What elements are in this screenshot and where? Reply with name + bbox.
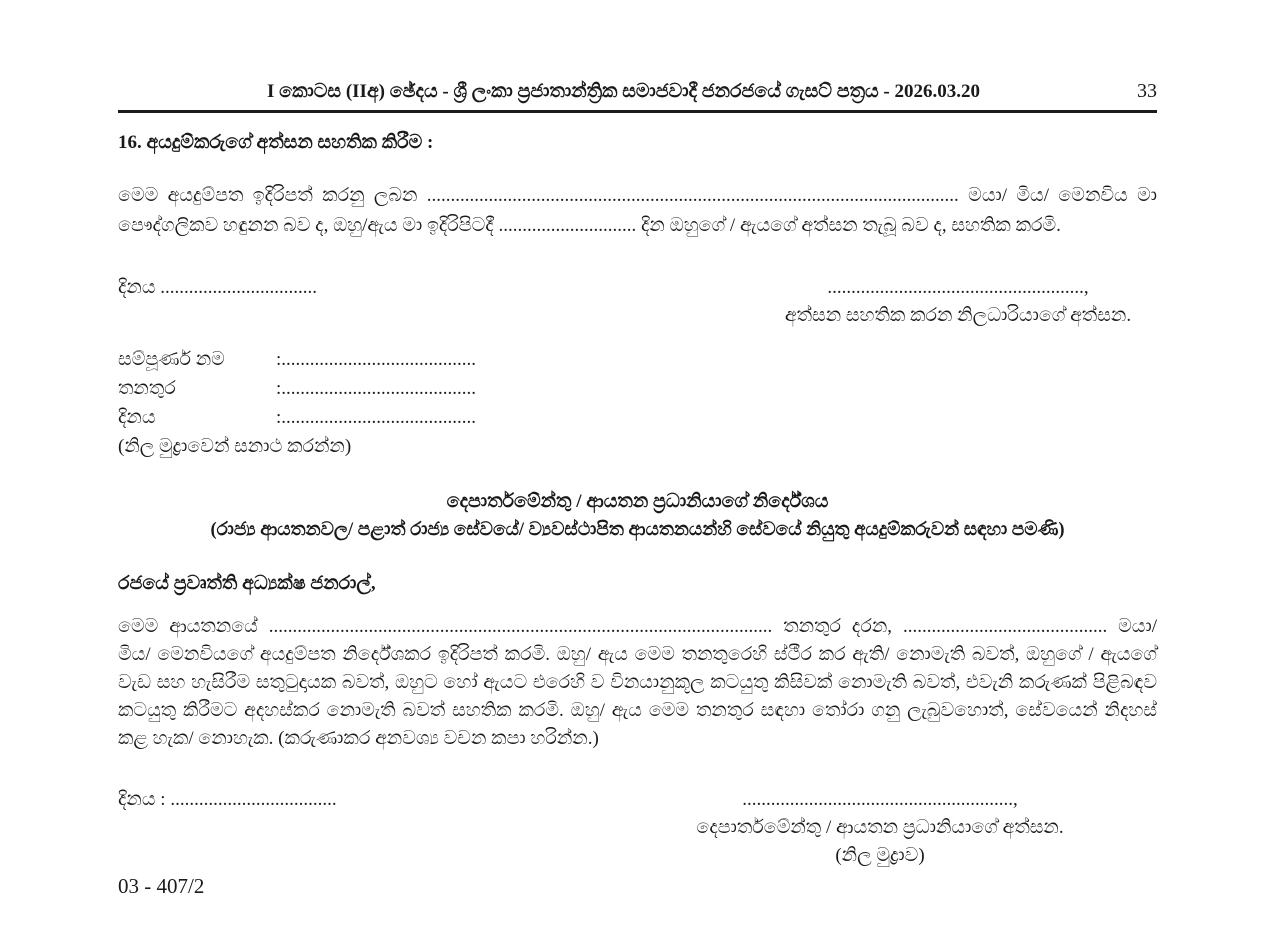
post-holder-blank: ........................................... xyxy=(902,616,1108,637)
designation-label: තනතුර xyxy=(118,378,176,399)
certification-text-1: මෙම අයදුම්පත ඉදිරිපත් කරනු ලබන xyxy=(118,185,427,206)
field-date-label: දිනය xyxy=(118,407,156,428)
date-label: දිනය xyxy=(118,277,156,298)
signature-date-blank: ............................. xyxy=(498,215,637,236)
certification-paragraph xyxy=(118,181,1157,241)
designation-blank: :......................................... xyxy=(276,378,477,399)
salutation-line: රජයේ ප්‍රවෘත්ති අධ්‍යක්ෂ ජනරාල්, xyxy=(118,573,376,594)
official-seal-note: (නිල මුද්‍රාවෙන් සනාථ කරන්න) xyxy=(118,436,352,457)
officer-signature-block xyxy=(773,274,1143,330)
certification-text-3: දින ඔහුගේ / ඇයගේ අත්සන තැබූ බව ද, සහතික කරමි. xyxy=(636,215,1061,236)
recommendation-date-line xyxy=(118,786,337,814)
recommendation-paragraph xyxy=(118,613,1157,753)
certification-sign-row xyxy=(118,274,1157,330)
officer-signature-caption: අත්සන සහතික කරන නිලධාරියාගේ අත්සන. xyxy=(784,305,1132,326)
head-signature-caption: දෙපාර්තමේන්තු / ආයතන ප්‍රධානියාගේ අත්සන. xyxy=(696,817,1064,838)
applicant-name-blank: ................................................................................................................ xyxy=(426,185,959,206)
recommendation-text-2: තනතුර දරන, xyxy=(772,616,903,637)
recommendation-text-1: මෙම ආයතනයේ xyxy=(118,616,269,637)
field-row-designation xyxy=(118,374,1157,403)
recommendation-heading: දෙපාර්තමේන්තු / ආයතන ප්‍රධානියාගේ නිර්දේශය xyxy=(446,491,829,512)
certification-text-2: මයා/ මිය/ මෙනවිය මා පෞද්ගලිකව හඳුනන බව ද, ඔහු/ඇය මා ඉදිරිපිටදී xyxy=(118,185,1157,236)
page-number: 33 xyxy=(1137,80,1157,102)
head-signature-block xyxy=(695,786,1065,870)
section-16-heading: 16. අයදුම්කරුගේ අත්සන සහතික කිරීම : xyxy=(118,132,434,153)
gazette-header-title: I කොටස (IIඅ) ඡේදය - ශ්‍රී ලංකා ප්‍රජාතාන්ත්‍රික සමාජවාදී ජනරජයේ ගැසට් පත්‍රය - 2026.03.20 xyxy=(267,81,980,102)
field-row-date xyxy=(118,403,1157,432)
full-name-label: සම්පූර්ණ නම xyxy=(118,349,225,370)
officer-signature-blank: ......................................................, xyxy=(827,277,1089,298)
page-header xyxy=(118,0,1157,113)
official-seal-caption: (නිල මුද්‍රාව) xyxy=(835,845,925,866)
officer-detail-fields xyxy=(118,345,1157,461)
field-row-full-name xyxy=(118,345,1157,374)
certification-date-line xyxy=(118,274,317,302)
institution-blank: .......................................................................................................... xyxy=(268,616,773,637)
recommendation-date-label: දිනය : xyxy=(118,789,171,810)
gazette-item-number: 03 - 407/2 xyxy=(118,874,205,898)
field-date-blank: :......................................... xyxy=(276,407,477,428)
recommendation-date-blank: ................................... xyxy=(170,789,337,810)
recommendation-subheading: (රාජ්‍ය ආයතනවල/ පළාත් රාජ්‍ය සේවයේ/ ව්‍යවස්ථාපිත ආයතනයන්හි සේවයේ නියුතු අයදුම්කරුවන් සඳහා පමණි) xyxy=(210,520,1065,540)
recommendation-sign-row xyxy=(118,786,1157,870)
recommendation-text-3: මයා/ මිය/ මෙනවියගේ අයදුම්පත නිර්දේශකර ඉදිරිපත් කරමි. ඔහු/ ඇය මෙම තනතුරෙහි ස්ථීර කර ඇති/ නොමැති බවත්, ඔහුගේ / ඇයගේ වැඩ සහ හැසිරීම සතුටුදායක බවත්, ඔහුට හෝ ඇයට එරෙහි ව විනයානුකූල කටයුතු කිසිවක් නොමැති බවත්, එවැනි කරුණක් පිළිබඳව කටයුතු කිරීමට අදහස්කර නොමැති බවත් සහතික කරමි. ඔහු/ ඇය මෙම තනතුර සඳහා තෝරා ගනු ලැබුවහොත්, සේවයෙන් නිදහස් කළ හැක/ නොහැක. (කරුණාකර අනවශ්‍ය වචන කපා හරින්න.) xyxy=(118,616,1157,749)
head-signature-blank: ........................................................., xyxy=(742,789,1018,810)
full-name-blank: :......................................... xyxy=(276,349,477,370)
date-blank: ................................. xyxy=(160,277,318,298)
